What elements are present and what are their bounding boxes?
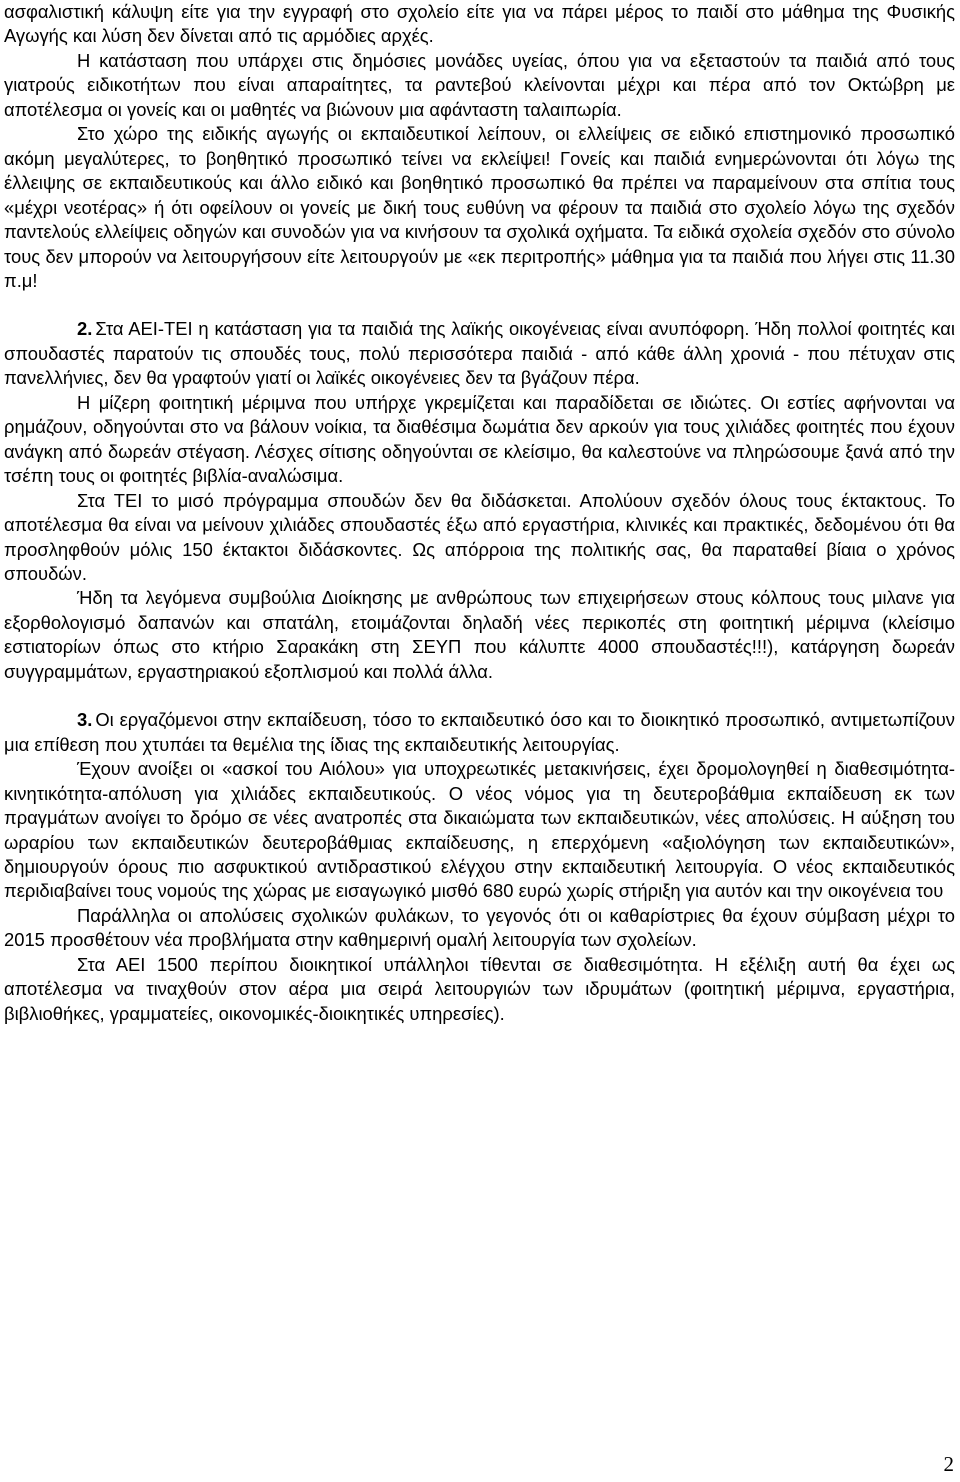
paragraph-public-health-units: Η κατάσταση που υπάρχει στις δημόσιες μονάδες υγείας, όπου για να εξεταστούν τα παιδιά από τους γιατρούς ειδικοτήτων που είναι απαραίτητες, τα ραντεβού κλείνονται μέχρι και πέρα από τον Οκτώβρη με αποτέλεσμα οι γονείς και οι μαθητές να βιώνουν μια αφάνταστη ταλαιπωρία. — [4, 49, 955, 120]
paragraph-teacher-mobility: Έχουν ανοίξει οι «ασκοί του Αιόλου» για υποχρεωτικές μετακινήσεις, έχει δρομολογηθεί η διαθεσιμότητα-κινητικότητα-απόλυση για χιλιάδες εκπαιδευτικούς. Ο νέος νόμος για τη δευτεροβάθμια εκπαίδευση εκ των πραγμάτων ανοίγει το δρόμο σε νέες ανατροπές στα δικαιώματα των εκπαιδευτικών, νέες απολύσεις. Η αύξηση του ωραρίου των εκπαιδευτικών δευτεροβάθμιας εκπαίδευσης, η επερχόμενη «αξιολόγηση των εκπαιδευτικών», δημιουργούν όρους πιο ασφυκτικού αντιδραστικού ελέγχου στην εκπαιδευτική λειτουργία. Ο νέος εκπαιδευτικός περιδιαβαίνει τους νομούς της χώρας με εισαγωγικό μισθό 680 ευρώ χωρίς στήριξη για αυτόν και την οικογένεια του — [4, 758, 955, 902]
paragraph-school-guards: Παράλληλα οι απολύσεις σχολικών φυλάκων, το γεγονός ότι οι καθαρίστριες θα έχουν σύμβαση μέχρι το 2015 προσθέτουν νέα προβλήματα στην καθημερινή ομαλή λειτουργία των σχολείων. — [4, 904, 955, 951]
paragraph-section-3-intro — [4, 708, 955, 757]
paragraph-text: Στα ΑΕΙ-ΤΕΙ η κατάσταση για τα παιδιά της λαϊκής οικογένειας είναι ανυπόφορη. Ήδη πολλοί φοιτητές και σπουδαστές παρατούν τις σπουδές τους, πολύ περισσότερα παιδιά - από κάθε άλλη χρονιά - που πέτυχαν στις πανελλήνιες, δεν θα γραφτούν γιατί οι λαϊκές οικογένειες δεν τα βγάζουν πέρα. — [4, 318, 955, 389]
paragraph-text: Οι εργαζόμενοι στην εκπαίδευση, τόσο το εκπαιδευτικό όσο και το διοικητικό προσωπικό, αντιμετωπίζουν μια επίθεση που χτυπάει τα θεμέλια της ίδιας της εκπαιδευτικής λειτουργίας. — [4, 709, 955, 755]
document-page — [4, 0, 955, 1026]
section-number: 2. — [77, 318, 93, 340]
paragraph-tei-curriculum: Στα ΤΕΙ το μισό πρόγραμμα σπουδών δεν θα διδάσκεται. Απολύουν σχεδόν όλους τους έκτακτους. Το αποτέλεσμα θα είναι να μείνουν χιλιάδες σπουδαστές έξω από εργαστήρια, κλινικές και πρακτικές, δεδομένου ότι θα προσληφθούν μόλις 150 έκτακτοι διδάσκοντες. Ως απόρροια της πολιτικής σας, θα παραταθεί βίαια ο χρόνος σπουδών. — [4, 489, 955, 584]
paragraph-governing-councils: Ήδη τα λεγόμενα συμβούλια Διοίκησης με ανθρώπους των επιχειρήσεων στους κόλπους τους μιλανε για εξορθολογισμό δαπανών και σπατάλη, ετοιμάζονται δηλαδή νέες περικοπές στη φοιτητική μέριμνα (κλείσιμο εστιατορίων όπως στο κτήριο Σαρακάκη στη ΣΕΥΠ που κάλυπτε 4000 σπουδαστές!!!), κατάργηση δωρεάν συγγραμμάτων, εργαστηριακού εξοπλισμού και πολλά άλλα. — [4, 587, 955, 682]
paragraph-aei-administrative-staff: Στα ΑΕΙ 1500 περίπου διοικητικοί υπάλληλοι τίθενται σε διαθεσιμότητα. Η εξέλιξη αυτή θα έχει ως αποτέλεσμα να τιναχθούν στον αέρα μια σειρά λειτουργιών των ιδρυμάτων (φοιτητική μέριμνα, εργαστήρια, βιβλιοθήκες, γραμματείες, οικονομικές-διοικητικές υπηρεσίες). — [4, 953, 955, 1024]
page-number: 2 — [943, 1452, 954, 1476]
paragraph-health-insurance: ασφαλιστική κάλυψη είτε για την εγγραφή στο σχολείο είτε για να πάρει μέρος το παιδί στο μάθημα της Φυσικής Αγωγής και λύση δεν δίνεται από τις αρμόδιες αρχές. — [4, 1, 955, 47]
paragraph-section-2-intro — [4, 317, 955, 390]
paragraph-special-education: Στο χώρο της ειδικής αγωγής οι εκπαιδευτικοί λείπουν, οι ελλείψεις σε ειδικό επιστημονικό προσωπικό ακόμη μεγαλύτερες, το βοηθητικό προσωπικό τείνει να εκλείψει! Γονείς και παιδιά ενημερώνονται ότι λόγω της έλλειψης σε εκπαιδευτικούς και άλλο ειδικό και βοηθητικό προσωπικό θα πρέπει να παραμείνουν στα σπίτια τους «μέχρι νεοτέρας» ή ότι οφείλουν οι γονείς με δική τους ευθύνη να φέρουν τα παιδιά στο σχολείο λόγω της σχεδόν παντελούς ελλείψεις οδηγών και συνοδών για να κινήσουν τα σχολικά οχήματα. Τα ειδικά σχολεία σχεδόν στο σύνολο τους δεν μπορούν να λειτουργήσουν είτε λειτουργούν με «εκ περιτροπής» μάθημα για τα παιδιά που λήγει στις 11.30 π.μ! — [4, 123, 955, 291]
paragraph-student-welfare: Η μίζερη φοιτητική μέριμνα που υπήρχε γκρεμίζεται και παραδίδεται σε ιδιώτες. Οι εστίες αφήνονται να ρημάζουν, οδηγούνται στο να βάλουν νοίκια, τα διαθέσιμα δωμάτια δεν αρκούν για τους χιλιάδες φοιτητές που έχουν ανάγκη από δωρεάν στέγαση. Λέσχες σίτισης οδηγούνται σε κλείσιμο, θα καλεστούνε να πληρώσουμε ξανά από την τσέπη τους οι φοιτητές βιβλία-αναλώσιμα. — [4, 391, 955, 487]
section-number: 3. — [77, 709, 93, 731]
